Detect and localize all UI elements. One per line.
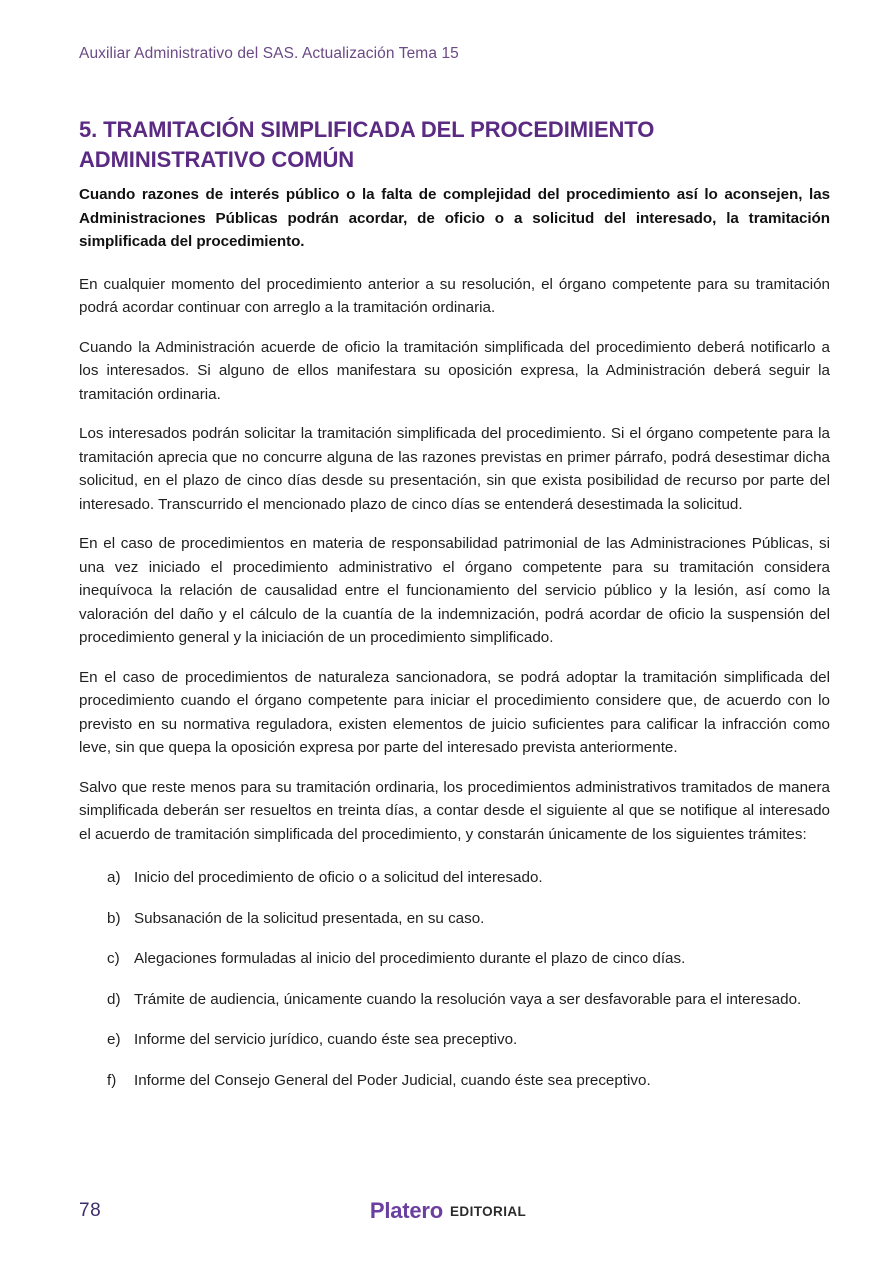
- list-item-marker: b): [107, 909, 121, 927]
- section-title: 5. TRAMITACIÓN SIMPLIFICADA DEL PROCEDIMIENTO ADMINISTRATIVO COMÚN: [79, 116, 655, 172]
- list-item-text: Informe del servicio jurídico, cuando éste sea preceptivo.: [134, 1031, 518, 1048]
- list-item: [79, 988, 830, 1012]
- list-item: [79, 1069, 830, 1093]
- list-item-text: Inicio del procedimiento de oficio o a solicitud del interesado.: [134, 869, 543, 886]
- list-item-text: Alegaciones formuladas al inicio del procedimiento durante el plazo de cinco días.: [134, 950, 686, 967]
- list-item: [79, 947, 830, 971]
- paragraph: En el caso de procedimientos en materia de responsabilidad patrimonial de las Administraciones Públicas, si una vez iniciado el procedimiento administrativo el órgano competente para su tramitación considera inequívoca la relación de causalidad entre el funcionamiento del servicio público y la lesión, así como la valoración del daño y el cálculo de la cuantía de la indemnización, podrá acordar de oficio la suspensión del procedimiento general y la iniciación de un procedimiento simplificado.: [79, 535, 830, 646]
- publisher-imprint-word: EDITORIAL: [450, 1204, 527, 1219]
- list-item-marker: a): [107, 869, 121, 886]
- list-item: [79, 866, 830, 890]
- paragraph: Los interesados podrán solicitar la tramitación simplificada del procedimiento. Si el órgano competente para la tramitación aprecia que no concurre alguna de las razones previstas en primer párrafo, podrá desestimar dicha solicitud, en el plazo de cinco días desde su presentación, sin que exista posibilidad de recurso por parte del interesado. Transcurrido el mencionado plazo de cinco días se entenderá desestimada la solicitud.: [79, 425, 830, 513]
- list-item-text: Trámite de audiencia, únicamente cuando la resolución vaya a ser desfavorable para el interesado.: [134, 990, 802, 1008]
- list-item-marker: d): [107, 990, 121, 1008]
- page-number: 78: [79, 1200, 102, 1221]
- list-item-text: Informe del Consejo General del Poder Judicial, cuando éste sea preceptivo.: [134, 1071, 651, 1089]
- lettered-list: [79, 866, 830, 1092]
- list-item: [79, 907, 830, 931]
- paragraph: En cualquier momento del procedimiento anterior a su resolución, el órgano competente para su tramitación podrá acordar continuar con arreglo a la tramitación ordinaria.: [79, 275, 830, 316]
- body-content: [79, 183, 830, 1092]
- list-item-marker: c): [107, 950, 120, 967]
- publisher-imprint: [0, 1198, 896, 1224]
- list-item-marker: f): [107, 1071, 117, 1089]
- paragraph: Cuando la Administración acuerde de oficio la tramitación simplificada del procedimiento deberá notificarlo a los interesados. Si alguno de ellos manifestara su oposición expresa, la Administración deberá seguir la tramitación ordinaria.: [79, 338, 830, 403]
- page-footer: [0, 1196, 896, 1240]
- list-item-marker: e): [107, 1031, 121, 1048]
- list-item: [79, 1028, 830, 1052]
- publisher-brand: Platero: [369, 1198, 444, 1223]
- running-header: Auxiliar Administrativo del SAS. Actualización Tema 15: [79, 45, 459, 62]
- list-item-text: Subsanación de la solicitud presentada, en su caso.: [134, 909, 485, 927]
- paragraph: Salvo que reste menos para su tramitación ordinaria, los procedimientos administrativos tramitados de manera simplificada deberán ser resueltos en treinta días, a contar desde el siguiente al que se notifique al interesado el acuerdo de tramitación simplificada del procedimiento, y constarán únicamente de los siguientes trámites:: [79, 778, 830, 843]
- lead-paragraph: Cuando razones de interés público o la falta de complejidad del procedimiento así lo aconsejen, las Administraciones Públicas podrán acordar, de oficio o a solicitud del interesado, la tramitación simplificada del procedimiento.: [79, 186, 830, 250]
- paragraph: En el caso de procedimientos de naturaleza sancionadora, se podrá adoptar la tramitación simplificada del procedimiento cuando el órgano competente para iniciar el procedimiento considere que, de acuerdo con lo previsto en su normativa reguladora, existen elementos de juicio suficientes para calificar la infracción como leve, sin que quepa la oposición expresa por parte del interesado prevista anteriormente.: [79, 668, 830, 756]
